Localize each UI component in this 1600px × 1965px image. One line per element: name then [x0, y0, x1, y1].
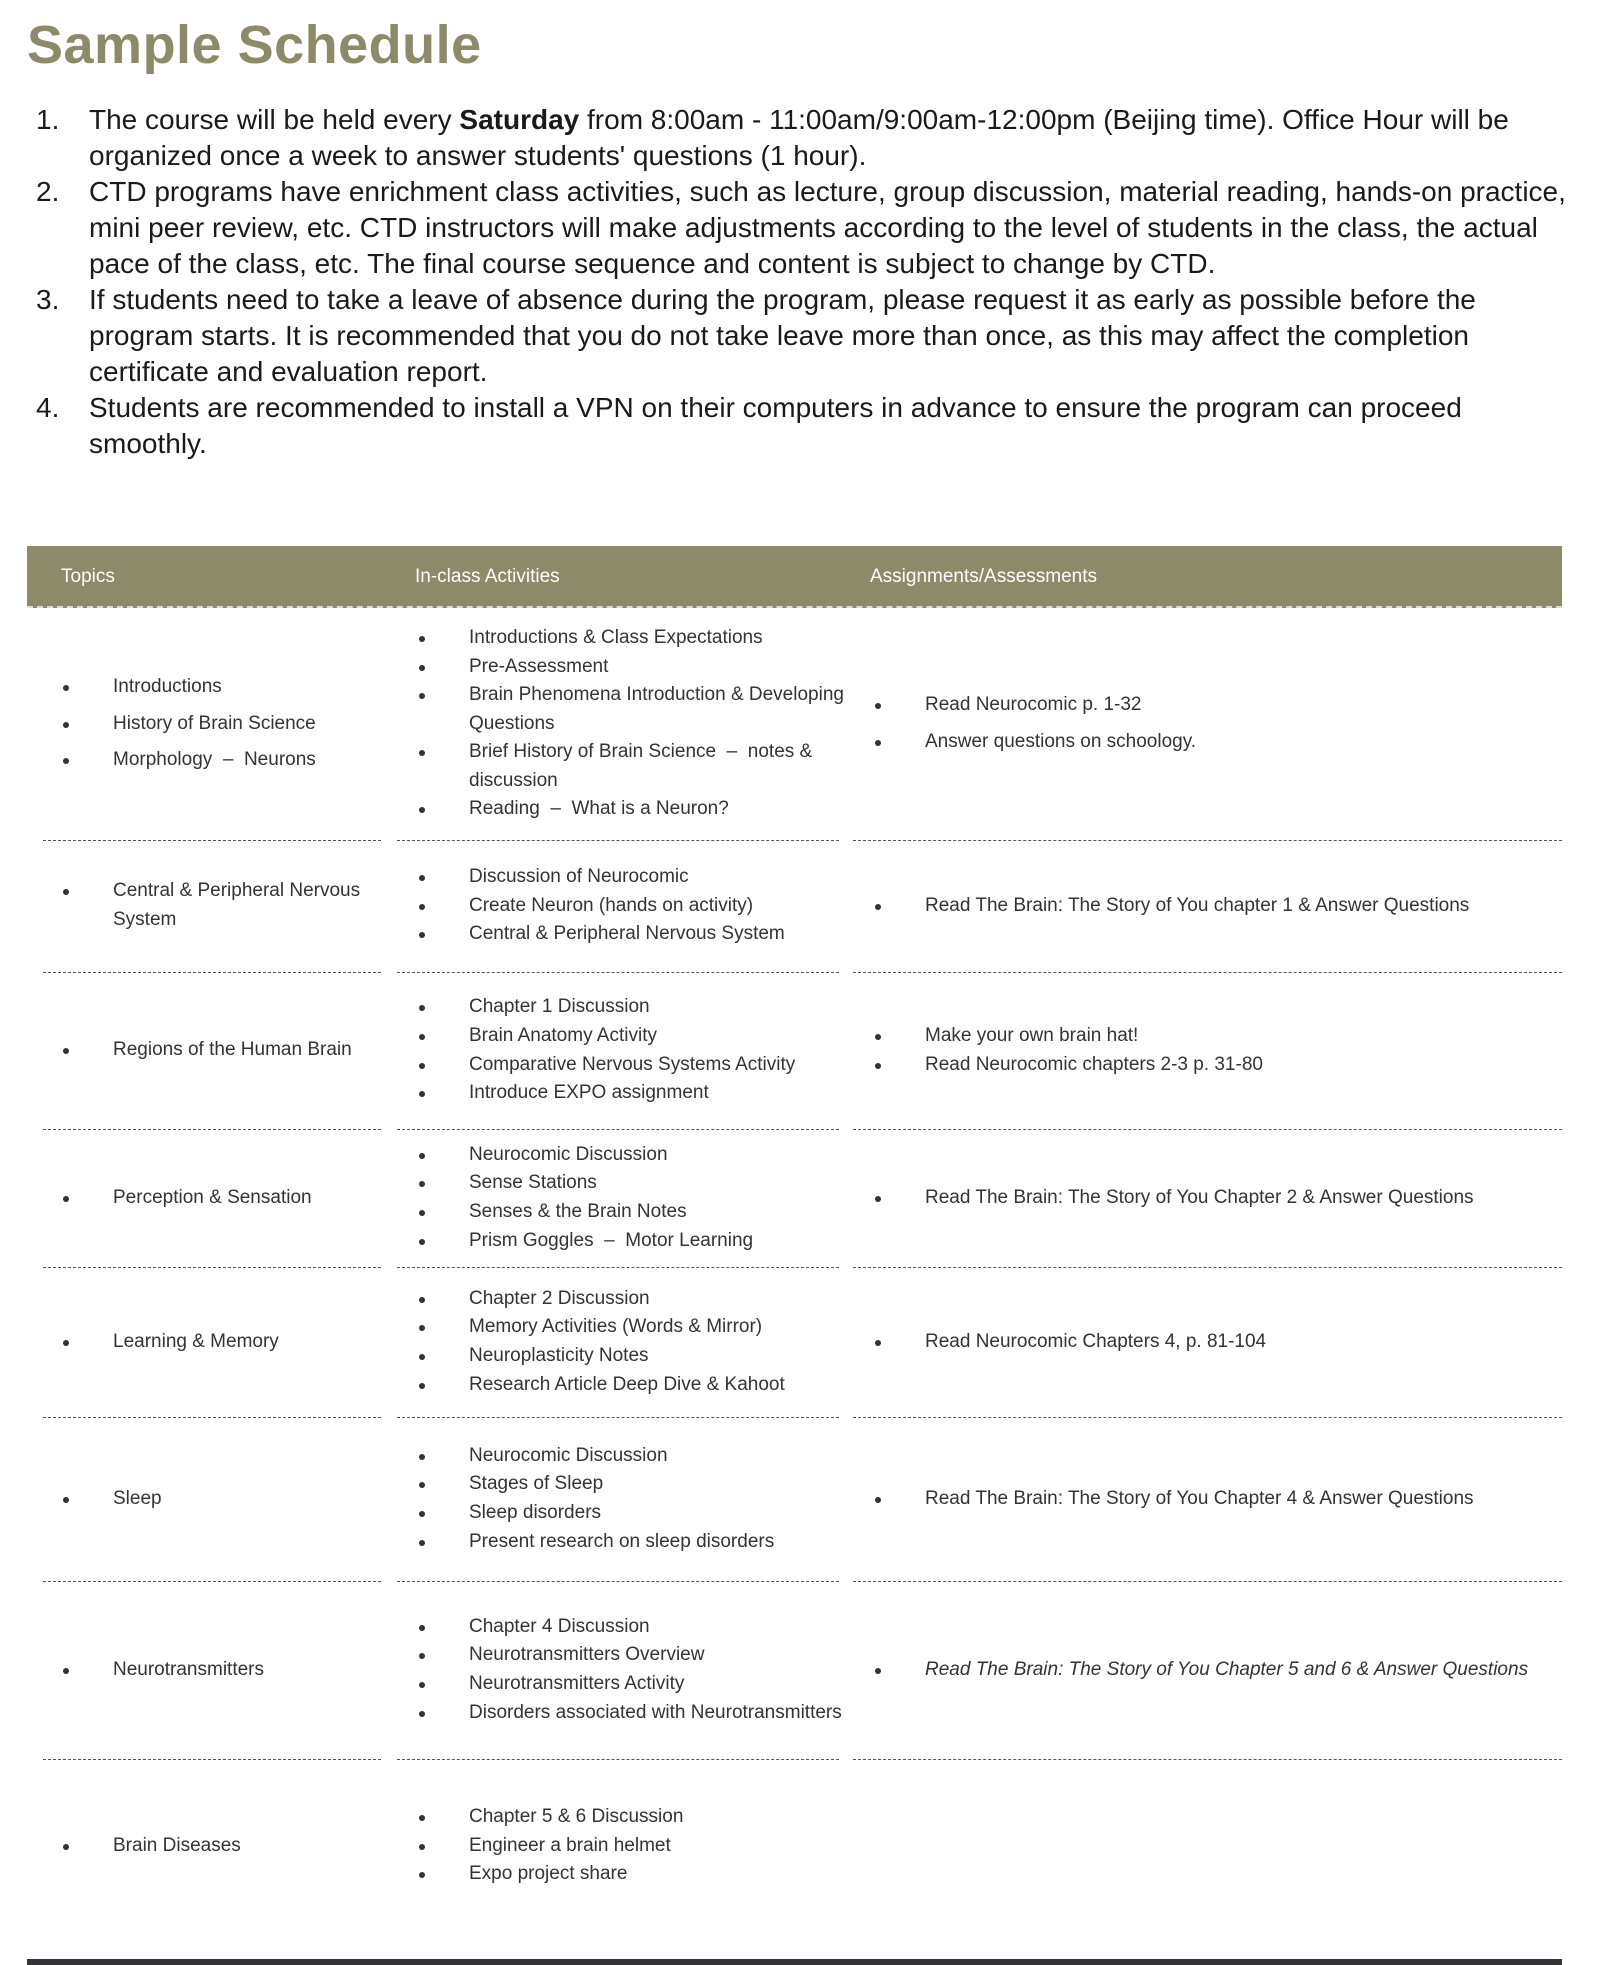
assignments-cell — [869, 840, 1559, 972]
topics-cell — [57, 1417, 387, 1581]
list-item: Senses & the Brain Notes — [413, 1198, 848, 1227]
list-item: Introductions — [57, 673, 387, 702]
list-item: Perception & Sensation — [57, 1184, 387, 1213]
activities-cell — [413, 1581, 848, 1759]
list-item: Read Neurocomic Chapters 4, p. 81-104 — [869, 1328, 1559, 1357]
note-item — [36, 102, 1566, 174]
assignments-list — [869, 892, 1559, 921]
list-item: Brain Anatomy Activity — [413, 1022, 848, 1051]
activities-list — [413, 993, 848, 1107]
topics-list — [57, 1176, 387, 1221]
header-topics: Topics — [61, 566, 115, 587]
activities-cell — [413, 1267, 848, 1417]
topics-list — [57, 869, 387, 942]
table-row — [27, 1129, 1562, 1267]
table-row — [27, 972, 1562, 1129]
table-body — [27, 608, 1562, 1933]
activities-list — [413, 1285, 848, 1399]
note-number: 1. — [36, 104, 60, 135]
note-text: Students are recommended to install a VPN on their computers in advance to ensure the program can proceed smoothly. — [89, 392, 1462, 459]
topics-list — [57, 1028, 387, 1073]
assignments-list — [869, 1184, 1559, 1213]
assignments-cell — [869, 972, 1559, 1129]
notes-list — [36, 102, 1566, 462]
table-row — [27, 840, 1562, 972]
list-item: Disorders associated with Neurotransmitters — [413, 1699, 848, 1728]
assignments-list — [869, 683, 1559, 764]
assignments-cell — [869, 1267, 1559, 1417]
list-item: Present research on sleep disorders — [413, 1528, 848, 1557]
topics-list — [57, 1824, 387, 1869]
list-item: Regions of the Human Brain — [57, 1036, 387, 1065]
activities-list — [413, 863, 848, 949]
activities-cell — [413, 1417, 848, 1581]
table-header — [27, 546, 1562, 608]
topics-cell — [57, 1267, 387, 1417]
note-number: 3. — [36, 284, 60, 315]
list-item: Brain Diseases — [57, 1832, 387, 1861]
list-item: Chapter 2 Discussion — [413, 1285, 848, 1314]
topics-cell — [57, 840, 387, 972]
header-activities: In-class Activities — [415, 566, 560, 587]
list-item: Make your own brain hat! — [869, 1022, 1559, 1051]
list-item: Brain Phenomena Introduction & Developing Questions — [413, 681, 848, 738]
list-item: Central & Peripheral Nervous System — [413, 920, 848, 949]
table-row — [27, 1581, 1562, 1759]
list-item: Brief History of Brain Science – notes & discussion — [413, 738, 848, 795]
list-item: Sleep — [57, 1485, 387, 1514]
activities-cell — [413, 1759, 848, 1933]
note-text: The course will be held every — [89, 104, 460, 135]
activities-list — [413, 1141, 848, 1255]
topics-cell — [57, 608, 387, 840]
page-title: Sample Schedule — [27, 15, 482, 75]
assignments-cell — [869, 1759, 1559, 1933]
list-item: Neurotransmitters — [57, 1656, 387, 1685]
note-number: 4. — [36, 392, 60, 423]
list-item: Read The Brain: The Story of You Chapter 4 & Answer Questions — [869, 1485, 1559, 1514]
list-item: Chapter 4 Discussion — [413, 1613, 848, 1642]
list-item: Sense Stations — [413, 1169, 848, 1198]
list-item: Neurotransmitters Activity — [413, 1670, 848, 1699]
table-row — [27, 608, 1562, 840]
note-item — [36, 174, 1566, 282]
assignments-cell — [869, 1581, 1559, 1759]
table-bottom-rule — [27, 1959, 1562, 1965]
list-item: Engineer a brain helmet — [413, 1832, 848, 1861]
assignments-list — [869, 1485, 1559, 1514]
list-item: Pre-Assessment — [413, 653, 848, 682]
topics-list — [57, 1320, 387, 1365]
note-item — [36, 282, 1566, 390]
activities-list — [413, 1803, 848, 1889]
activities-list — [413, 1442, 848, 1556]
assignments-list — [869, 1022, 1559, 1079]
list-item: Central & Peripheral Nervous System — [57, 877, 387, 934]
list-item: Morphology – Neurons — [57, 746, 387, 775]
list-item: Sleep disorders — [413, 1499, 848, 1528]
activities-cell — [413, 840, 848, 972]
note-bold-text: Saturday — [459, 104, 580, 135]
list-item: Read Neurocomic p. 1-32 — [869, 691, 1559, 720]
note-text: If students need to take a leave of absence during the program, please request it as early as possible before the program starts. It is recommended that you do not take leave more than once, as this may affect the completion certificate and evaluation report. — [89, 284, 1476, 387]
table-row — [27, 1267, 1562, 1417]
topics-cell — [57, 1129, 387, 1267]
list-item: Answer questions on schoology. — [869, 728, 1559, 757]
note-text: CTD programs have enrichment class activities, such as lecture, group discussion, material reading, hands-on practice, mini peer review, etc. CTD instructors will make adjustments according to the level of students in the class, the actual pace of the class, etc. The final course sequence and content is subject to change by CTD. — [89, 176, 1566, 279]
note-number: 2. — [36, 176, 60, 207]
topics-cell — [57, 972, 387, 1129]
topics-list — [57, 665, 387, 783]
topics-list — [57, 1648, 387, 1693]
schedule-table — [27, 546, 1562, 1933]
list-item: Chapter 1 Discussion — [413, 993, 848, 1022]
list-item: Introduce EXPO assignment — [413, 1079, 848, 1108]
list-item: Comparative Nervous Systems Activity — [413, 1051, 848, 1080]
activities-list — [413, 624, 848, 824]
list-item: Create Neuron (hands on activity) — [413, 892, 848, 921]
list-item: Chapter 5 & 6 Discussion — [413, 1803, 848, 1832]
list-item: History of Brain Science — [57, 710, 387, 739]
table-row — [27, 1759, 1562, 1933]
list-item: Read The Brain: The Story of You Chapter 5 and 6 & Answer Questions — [869, 1656, 1559, 1685]
list-item: Neuroplasticity Notes — [413, 1342, 848, 1371]
list-item: Discussion of Neurocomic — [413, 863, 848, 892]
list-item: Prism Goggles – Motor Learning — [413, 1227, 848, 1256]
assignments-list — [869, 1656, 1559, 1685]
activities-cell — [413, 1129, 848, 1267]
list-item: Learning & Memory — [57, 1328, 387, 1357]
list-item: Neurotransmitters Overview — [413, 1641, 848, 1670]
list-item: Stages of Sleep — [413, 1470, 848, 1499]
topics-list — [57, 1477, 387, 1522]
table-row — [27, 1417, 1562, 1581]
list-item: Introductions & Class Expectations — [413, 624, 848, 653]
list-item: Read The Brain: The Story of You Chapter 2 & Answer Questions — [869, 1184, 1559, 1213]
assignments-cell — [869, 608, 1559, 840]
assignments-list — [869, 1328, 1559, 1357]
list-item: Research Article Deep Dive & Kahoot — [413, 1371, 848, 1400]
list-item: Neurocomic Discussion — [413, 1442, 848, 1471]
list-item: Memory Activities (Words & Mirror) — [413, 1313, 848, 1342]
list-item: Neurocomic Discussion — [413, 1141, 848, 1170]
note-text-end: from 8:00am - 11:00am/9:00am-12:00pm (Beijing time). Office Hour will be organized once a week to answer students' questions (1 hour). — [89, 104, 1509, 171]
topics-cell — [57, 1581, 387, 1759]
assignments-cell — [869, 1417, 1559, 1581]
topics-cell — [57, 1759, 387, 1933]
list-item: Reading – What is a Neuron? — [413, 795, 848, 824]
note-item — [36, 390, 1566, 462]
list-item: Read Neurocomic chapters 2-3 p. 31-80 — [869, 1051, 1559, 1080]
activities-cell — [413, 608, 848, 840]
assignments-cell — [869, 1129, 1559, 1267]
header-assignments: Assignments/Assessments — [870, 566, 1098, 587]
list-item: Read The Brain: The Story of You chapter 1 & Answer Questions — [869, 892, 1559, 921]
list-item: Expo project share — [413, 1860, 848, 1889]
activities-list — [413, 1613, 848, 1727]
activities-cell — [413, 972, 848, 1129]
